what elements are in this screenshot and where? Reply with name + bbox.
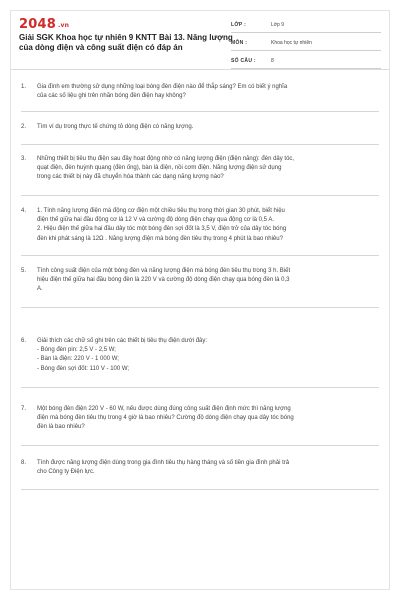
question-number: 3. xyxy=(21,156,27,162)
question-number: 8. xyxy=(21,460,27,466)
question-line: - Bóng đèn sợi đốt: 110 V - 100 W; xyxy=(37,365,130,372)
worksheet-page xyxy=(10,10,390,590)
question-number: 2. xyxy=(21,124,27,130)
question-text xyxy=(37,267,379,295)
question-item xyxy=(21,155,381,183)
question-divider xyxy=(21,111,379,112)
question-item xyxy=(21,337,381,374)
question-text xyxy=(37,207,379,244)
question-line: đèn khi phát sáng là 12Ω . Năng lượng điện mà bóng đèn tiêu thụ trong 4 phút là bao nhiêu? xyxy=(37,235,283,242)
question-number: 6. xyxy=(21,338,27,344)
question-text xyxy=(37,155,379,183)
meta-subject-value: Khoa học tự nhiên xyxy=(271,39,312,46)
question-line: trong các thiết bị này đã chuyển hóa thành các dạng năng lượng nào? xyxy=(37,174,224,181)
question-line: - Bóng đèn pin: 2,5 V - 2,5 W; xyxy=(37,347,116,354)
title-line: Giải SGK Khoa học tự nhiên 9 KNTT Bài 13. Năng lượng xyxy=(19,33,233,42)
question-line: điện thế giữa hai đầu động cơ là 12 V và cường độ dòng điện chạy qua động cơ là 0,5 A. xyxy=(37,217,275,224)
question-line: Gia đình em thường sử dụng những loại bóng đèn điện nào để thắp sáng? Em có biết ý nghĩa xyxy=(37,84,288,90)
worksheet-title xyxy=(19,33,239,53)
question-line: của các số liệu ghi trên nhãn bóng đèn điện hay không? xyxy=(37,93,186,100)
question-line: A. xyxy=(37,286,43,293)
question-divider xyxy=(21,445,379,446)
meta-grade-row xyxy=(231,17,381,33)
question-divider xyxy=(21,195,379,196)
question-number: 1. xyxy=(21,84,27,90)
meta-subject-label: MÔN : xyxy=(231,39,248,46)
logo-suffix: .vn xyxy=(57,22,70,29)
question-divider xyxy=(21,489,379,490)
meta-grade-value: Lớp 9 xyxy=(271,21,285,28)
question-line: hiệu điện thế giữa hai đầu bóng đèn là 220 V và cường độ dòng điện chạy qua bóng đèn là 0,3 xyxy=(37,277,290,284)
question-line: Tìm ví dụ trong thực tế chứng tỏ dòng điện có năng lượng. xyxy=(37,124,194,130)
meta-count-row xyxy=(231,53,381,69)
question-item xyxy=(21,207,381,244)
question-line: Những thiết bị tiêu thụ điện sau đây hoạt động nhờ có năng lượng điện (điện năng): đèn dây tóc, xyxy=(37,156,295,162)
question-line: quạt điện, đèn huỳnh quang (đèn ống), bàn là điện, nồi cơm điện. Năng lượng điện sử dụng xyxy=(37,165,282,172)
site-logo[interactable] xyxy=(19,17,69,32)
question-line: Giải thích các chữ số ghi trên các thiết bị tiêu thụ điện dưới đây: xyxy=(37,338,208,344)
question-line: đèn là bao nhiêu? xyxy=(37,424,85,431)
question-line: điện mà bóng đèn tiêu thụ trong 4 giờ là bao nhiêu? Cường độ dòng điện chạy qua dây tóc bóng xyxy=(37,415,294,422)
question-text xyxy=(37,337,379,374)
worksheet-meta xyxy=(231,17,381,71)
meta-grade-label: LỚP : xyxy=(231,21,247,28)
logo-main: 2048 xyxy=(19,17,56,32)
question-line: 1. Tính năng lượng điện mà động cơ điện một chiều tiêu thụ trong thời gian 30 phút, biết hiệu xyxy=(37,208,285,214)
question-item xyxy=(21,405,381,433)
question-line: Tính công suất điện của một bóng đèn và năng lượng điện mà bóng đèn tiêu thụ trong 3 h. Biết xyxy=(37,268,291,274)
question-line: 2. Hiệu điện thế giữa hai đầu dây tóc một bóng đèn sợi đốt là 3,5 V, điện trở của dây tóc bóng xyxy=(37,226,287,233)
question-number: 7. xyxy=(21,406,27,412)
title-line: của dòng điện và công suất điện có đáp án xyxy=(19,43,183,52)
question-text xyxy=(37,83,379,101)
meta-count-label: SỐ CÂU : xyxy=(231,57,256,64)
question-item xyxy=(21,267,381,295)
question-divider xyxy=(21,255,379,256)
question-text xyxy=(37,405,379,433)
question-line: Tính được năng lượng điện dùng trong gia đình tiêu thụ hàng tháng và số tiền gia đình phải trả xyxy=(37,460,290,466)
worksheet-header xyxy=(11,11,389,70)
question-line: - Bàn là điện: 220 V - 1 000 W; xyxy=(37,356,119,363)
question-divider xyxy=(21,307,379,308)
question-item xyxy=(21,459,381,477)
question-divider xyxy=(21,387,379,388)
question-item xyxy=(21,83,381,101)
question-number: 4. xyxy=(21,208,27,214)
question-line: Một bóng đèn điện 220 V - 60 W, nếu được dùng đúng công suất điện định mức thì năng lượng xyxy=(37,406,291,412)
meta-count-value: 8 xyxy=(271,57,274,64)
question-text xyxy=(37,123,379,132)
question-item xyxy=(21,123,381,132)
meta-subject-row xyxy=(231,35,381,51)
question-divider xyxy=(21,144,379,145)
question-number: 5. xyxy=(21,268,27,274)
question-text xyxy=(37,459,379,477)
question-line: cho Công ty Điện lực. xyxy=(37,469,95,476)
